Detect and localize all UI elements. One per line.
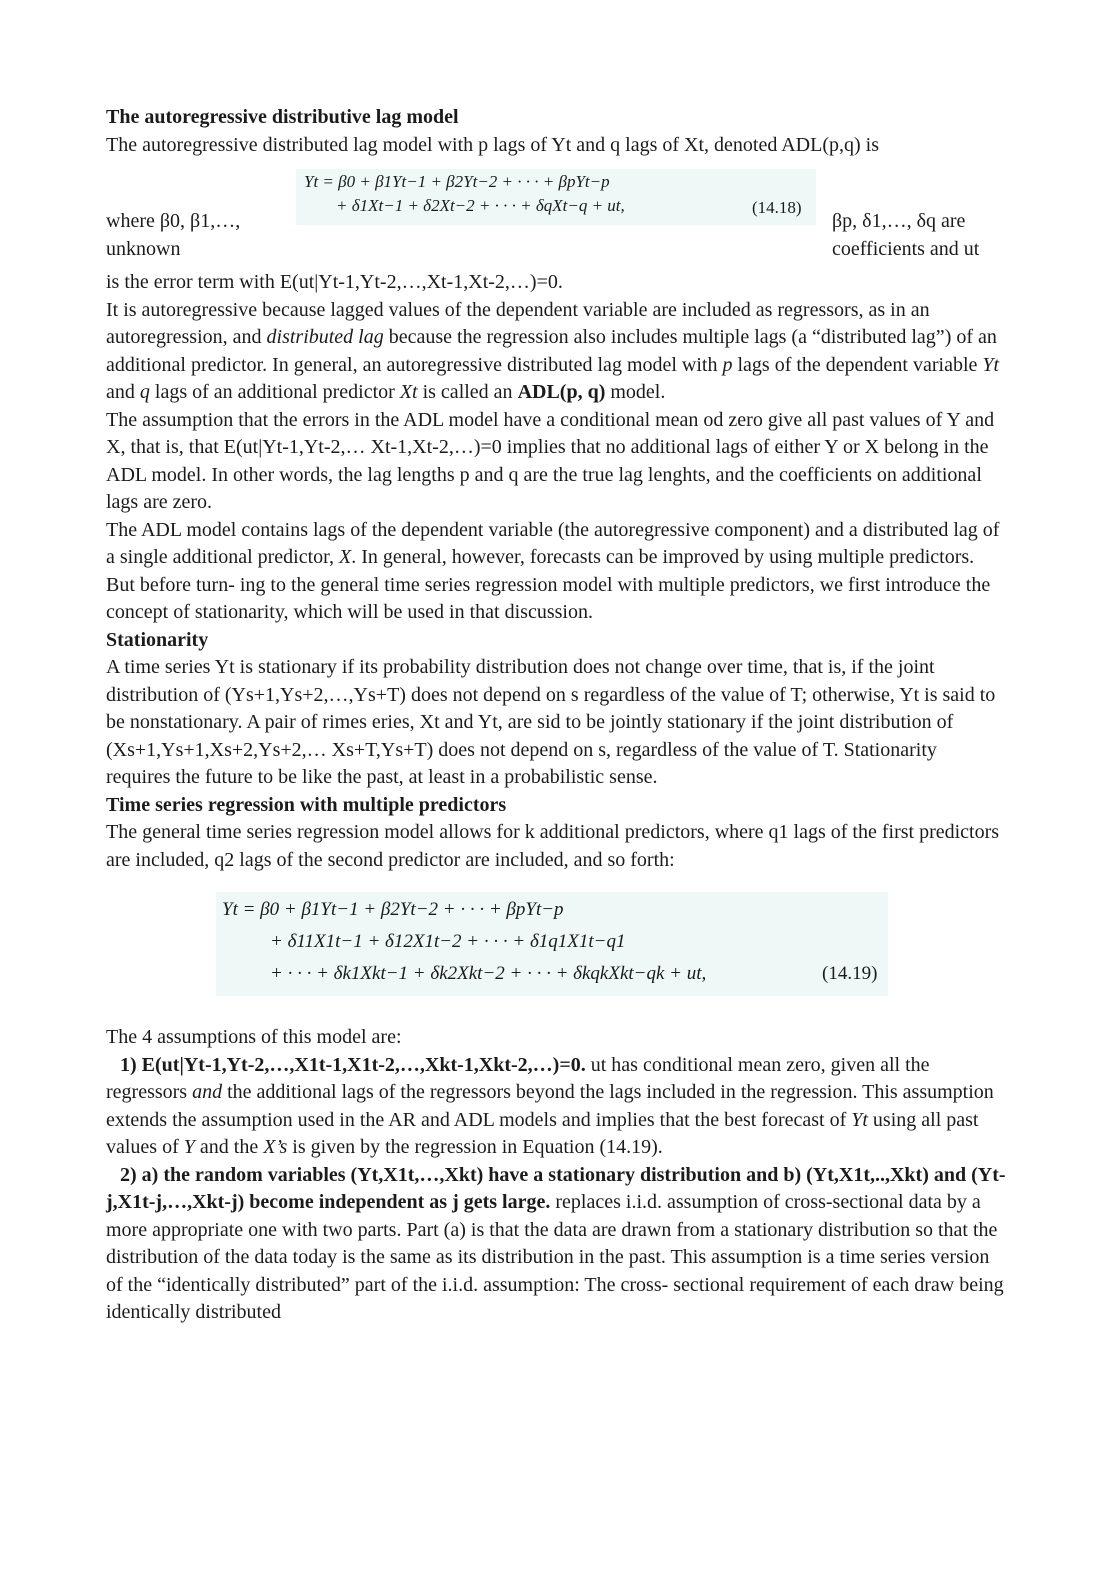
assumption-2: 2) a) the random variables (Yt,X1t,…,Xkt) have a stationary distribution and b) (Yt,X1t,..,Xkt) and (Yt-j,X1t-j,…,Xkt-j) become independent as j gets large. replaces i.i.d. assumption of cross-sectional data by a more appropriate one with two parts. Part (a) is that the data are drawn from a stationary distribution so that the distribution of the data today is the same as its distribution in the past. This assumption is a time series version of the “identically distributed” part of the i.i.d. assumption: The cross- sectional requirement of each draw being identically distributed [106, 1163, 1006, 1323]
document-page [106, 104, 1006, 1327]
multiple-predictors-paragraph: The general time series regression model allows for k additional predictors, where q1 lags of the first predictors are included, q2 lags of the second predictor are included, and so forth: [106, 821, 1000, 871]
equation-line-2: + δ11X1t−1 + δ12X1t−2 + · · · + δ1q1X1t−q1 [270, 931, 626, 952]
error-term-paragraph: is the error term with E(ut|Yt-1,Yt-2,…,Xt-1,Xt-2,…)=0. [106, 271, 563, 293]
stationarity-paragraph: A time series Yt is stationary if its probability distribution does not change over time, that is, if the joint distribution of (Ys+1,Ys+2,…,Ys+T) does not depend on s regardless of the value of T; otherwise, Yt is said to be nonstationary. A pair of rimes eries, Xt and Yt, are sid to be jointly stationary if the joint distribution of (Xs+1,Ys+1,Xs+2,Ys+2,… Xs+T,Ys+T) does not depend on s, regardless of the value of T. Stationarity requires the future to be like the past, at least in a probabilistic sense. [106, 656, 996, 788]
heading-stationarity: Stationarity [106, 628, 209, 651]
equation-14-19-row [106, 874, 1006, 1024]
equation-number: (14.19) [822, 963, 878, 984]
equation-line-2: + δ1Xt−1 + δ2Xt−2 + · · · + δqXt−q + ut, [336, 196, 625, 215]
equation-left-text: where β0, β1,…, unknown [106, 210, 241, 260]
equation-right-text: βp, δ1,…, δq are coefficients and ut [832, 210, 980, 260]
autoregressive-paragraph: It is autoregressive because lagged values of the dependent variable are included as regressors, as in an autoregression, and distributed lag because the regression also includes multiple lags (a “distributed lag”) of an additional predictor. In general, an autoregressive distributed lag model with p lags of the dependent variable Yt and q lags of an additional predictor Xt is called an ADL(p, q) model. [106, 298, 1000, 403]
heading-multiple-predictors: Time series regression with multiple predictors [106, 793, 507, 816]
equation-14-18 [296, 169, 816, 225]
heading-adl: The autoregressive distributive lag model [106, 106, 459, 128]
assumption-paragraph: The assumption that the errors in the ADL model have a conditional mean od zero give all past values of Y and X, that is, that E(ut|Yt-1,Yt-2,… Xt-1,Xt-2,…)=0 implies that no additional lags of either Y or X belong in the ADL model. In other words, the lag lengths p and q are the true lag lenghts, and the coefficients on additional lags are zero. [106, 408, 995, 513]
equation-line-3: + · · · + δk1Xkt−1 + δk2Xkt−2 + · · · + δkqkXkt−qk + ut, [270, 963, 707, 984]
adl-intro: The autoregressive distributed lag model with p lags of Yt and q lags of Xt, denoted ADL(p,q) is [106, 133, 879, 156]
assumptions-intro: The 4 assumptions of this model are: [106, 1026, 402, 1048]
equation-line-1: Yt = β0 + β1Yt−1 + β2Yt−2 + · · · + βpYt−p [222, 899, 564, 920]
adl-contains-paragraph: The ADL model contains lags of the dependent variable (the autoregressive component) and a distributed lag of a single additional predictor, X. In general, however, forecasts can be improved by using multiple predictors. But before turn- ing to the general time series regression model with multiple predictors, we first introduce the concept of stationarity, which will be used in that discussion. [106, 518, 1000, 623]
assumption-1: 1) E(ut|Yt-1,Yt-2,…,X1t-1,X1t-2,…,Xkt-1,Xkt-2,…)=0. ut has conditional mean zero, given all the regressors and the additional lags of the regressors beyond the lags included in the regression. This assumption extends the assumption used in the AR and ADL models and implies that the best forecast of Yt using all past values of Y and the X’s is given by the regression in Equation (14.19). [106, 1053, 994, 1158]
equation-14-19 [216, 892, 888, 996]
equation-number: (14.18) [752, 198, 802, 217]
equation-14-18-row [106, 159, 1006, 269]
equation-line-1: Yt = β0 + β1Yt−1 + β2Yt−2 + · · · + βpYt−p [304, 172, 610, 191]
